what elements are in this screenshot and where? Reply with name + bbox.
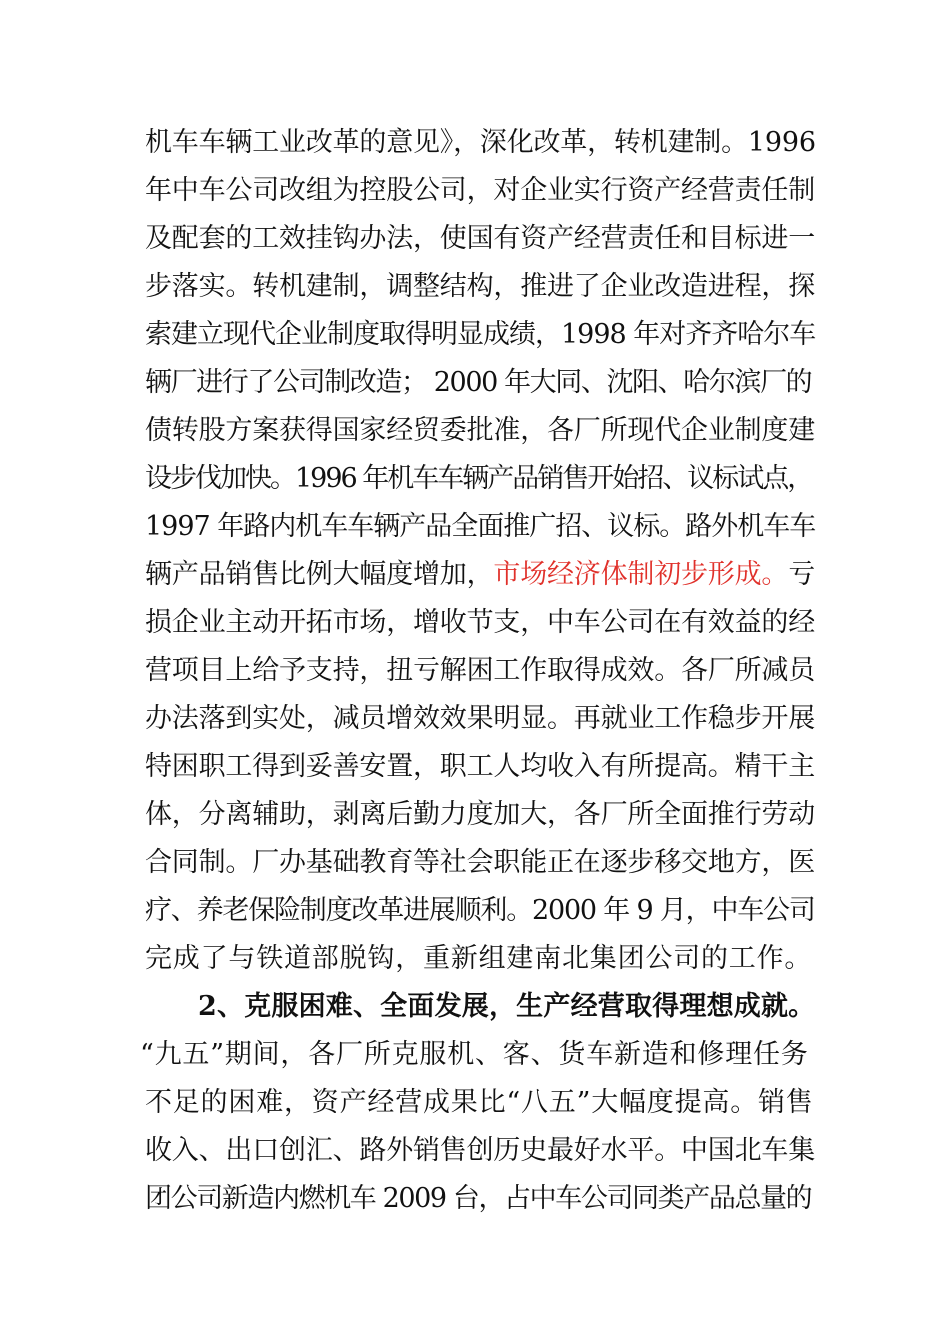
body-line: 步落实。转机建制，调整结构，推进了企业改造进程，探 [145, 271, 815, 302]
highlighted-text: 市场经济体制初步形成。 [493, 559, 789, 590]
body-line: 机车车辆工业改革的意见》，深化改革，转机建制。1996 [145, 127, 816, 158]
body-line: 不足的困难，资产经营成果比“八五”大幅度提高。销售 [145, 1087, 814, 1118]
body-line: 团公司新造内燃机车 2009 台，占中车公司同类产品总量的 [145, 1183, 812, 1214]
body-line: 1997 年路内机车车辆产品全面推广招、议标。路外机车车 [145, 511, 816, 542]
body-line: 合同制。厂办基础教育等社会职能正在逐步移交地方，医 [145, 847, 815, 878]
body-line: 辆厂进行了公司制改造； 2000 年大同、沈阳、哈尔滨厂的 [145, 367, 812, 398]
body-line: 营项目上给予支持，扭亏解困工作取得成效。各厂所减员 [145, 655, 815, 686]
body-line: 索建立现代企业制度取得明显成绩，1998 年对齐齐哈尔车 [145, 319, 816, 350]
body-line: 体，分离辅助，剥离后勤力度加大，各厂所全面推行劳动 [145, 799, 815, 830]
body-line: 及配套的工效挂钩办法，使国有资产经营责任和目标进一 [145, 223, 815, 254]
body-line: “九五”期间，各厂所克服机、客、货车新造和修理任务 [140, 1039, 809, 1070]
body-text: 辆产品销售比例大幅度增加， [145, 559, 494, 590]
body-line: 办法落到实处，减员增效效果明显。再就业工作稳步开展 [145, 703, 815, 734]
body-line: 年中车公司改组为控股公司，对企业实行资产经营责任制 [145, 175, 815, 206]
body-line: 债转股方案获得国家经贸委批准，各厂所现代企业制度建 [145, 415, 815, 446]
body-line: 疗、养老保险制度改革进展顺利。2000 年 9 月，中车公司 [145, 895, 815, 926]
body-text: 亏 [788, 559, 816, 590]
body-line: 特困职工得到妥善安置，职工人均收入有所提高。精干主 [145, 751, 815, 782]
body-line: 收入、出口创汇、路外销售创历史最好水平。中国北车集 [145, 1135, 815, 1166]
body-line [145, 557, 815, 593]
body-line: 设步伐加快。1996 年机车车辆产品销售开始招、议标试点， [145, 463, 813, 494]
section-heading: 2、克服困难、全面发展，生产经营取得理想成就。 [198, 991, 816, 1022]
body-line: 损企业主动开拓市场，增收节支，中车公司在有效益的经 [145, 607, 815, 638]
body-line: 完成了与铁道部脱钩，重新组建南北集团公司的工作。 [145, 943, 813, 974]
